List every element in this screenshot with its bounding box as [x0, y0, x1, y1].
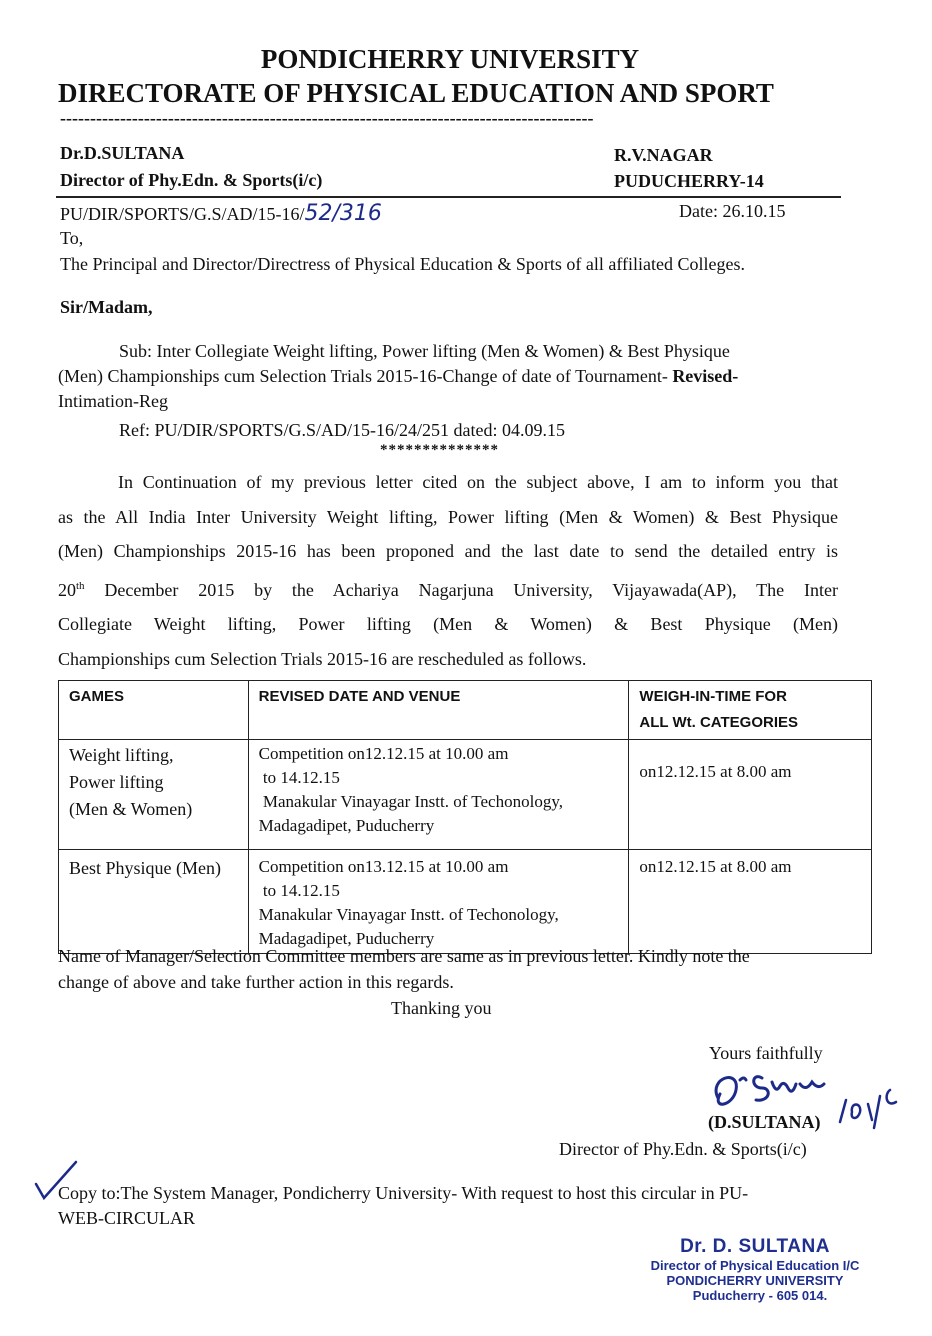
note-line-2: change of above and take further action in this regards.	[58, 972, 454, 992]
header-games: GAMES	[59, 681, 249, 740]
schedule-table	[58, 680, 872, 954]
table-header-row	[59, 681, 872, 740]
subject-line-2-text: (Men) Championships cum Selection Trials 2015-16-Change of date of Tournament-	[58, 366, 668, 386]
stamp-org: PONDICHERRY UNIVERSITY	[666, 1273, 844, 1288]
header-venue: REVISED DATE AND VENUE	[248, 681, 629, 740]
reference-line: Ref: PU/DIR/SPORTS/G.S/AD/15-16/24/251 dated: 04.09.15	[119, 420, 565, 440]
body-ordinal: th	[76, 579, 85, 592]
venue-text: Competition on13.12.15 at 10.00 am	[258, 857, 509, 876]
body-day: 20	[58, 579, 76, 600]
stamp-title: Director of Physical Education I/C	[650, 1258, 860, 1273]
game-name: Weight lifting,	[69, 745, 174, 765]
official-stamp	[620, 1236, 890, 1303]
addressee: The Principal and Director/Directress of Physical Education & Sports of all affiliated Colleges.	[60, 254, 745, 274]
venue-text: Competition on12.12.15 at 10.00 am	[258, 744, 509, 763]
address-line-2: PUDUCHERRY-14	[614, 171, 764, 191]
body-line: as the All India Inter University Weight lifting, Power lifting (Men & Women) & Best Physique	[58, 506, 838, 527]
subject-line-2	[58, 366, 738, 387]
venue-text: Manakular Vinayagar Instt. of Techonology,	[258, 905, 559, 924]
to-label: To,	[60, 228, 84, 248]
yours-faithfully: Yours faithfully	[709, 1043, 823, 1063]
stamp-name: Dr. D. SULTANA	[680, 1236, 830, 1257]
copy-to-line-1: Copy to:The System Manager, Pondicherry University- With request to host this circular in PU-	[58, 1183, 749, 1203]
header-weigh-in	[629, 681, 872, 740]
venue-text: Madagadipet, Puducherry	[258, 816, 435, 835]
body-line: In Continuation of my previous letter cited on the subject above, I am to inform you that	[118, 472, 838, 492]
reference-number	[60, 201, 382, 226]
directorate-title: DIRECTORATE OF PHYSICAL EDUCATION AND SPORT	[58, 78, 774, 108]
salutation: Sir/Madam,	[60, 297, 153, 317]
game-name: (Men & Women)	[69, 799, 193, 819]
copy-to-line-2: WEB-CIRCULAR	[58, 1208, 195, 1228]
game-cell	[59, 740, 249, 850]
subject-line-1: Sub: Inter Collegiate Weight lifting, Power lifting (Men & Women) & Best Physique	[119, 341, 730, 361]
sender-designation: Director of Phy.Edn. & Sports(i/c)	[60, 170, 323, 190]
body-line: Championships cum Selection Trials 2015-16 are rescheduled as follows.	[58, 648, 587, 669]
body-line: (Men) Championships 2015-16 has been proponed and the last date to send the detailed entry is	[58, 541, 838, 561]
letter-date: Date: 26.10.15	[679, 201, 786, 221]
venue-text: to 14.12.15	[258, 768, 340, 787]
table-row	[59, 850, 872, 954]
header-dashed-separator: -----------------------------------------------------------------------------------------	[60, 108, 594, 128]
weigh-cell: on12.12.15 at 8.00 am	[629, 850, 872, 954]
sender-name: Dr.D.SULTANA	[60, 143, 185, 163]
university-title: PONDICHERRY UNIVERSITY	[260, 44, 640, 74]
subject-revised: Revised-	[667, 366, 739, 386]
body-line-4	[58, 569, 838, 608]
body-paragraph	[58, 465, 838, 676]
venue-text: Manakular Vinayagar Instt. of Techonology,	[258, 792, 563, 811]
handwritten-reference: 52/316	[304, 201, 382, 226]
header-weigh-in-line1: WEIGH-IN-TIME FOR	[639, 688, 787, 705]
note-line-1: Name of Manager/Selection Committee members are same as in previous letter. Kindly note the	[58, 946, 750, 966]
game-name: Power lifting	[69, 772, 164, 792]
body-line: Collegiate Weight lifting, Power lifting (Men & Women) & Best Physique (Men)	[58, 614, 838, 634]
stamp-place: Puducherry - 605 014.	[692, 1288, 828, 1303]
reference-prefix: PU/DIR/SPORTS/G.S/AD/15-16/	[60, 204, 305, 224]
table-row	[59, 740, 872, 850]
weigh-cell: on12.12.15 at 8.00 am	[629, 740, 872, 850]
thanks: Thanking you	[391, 998, 492, 1018]
header-rule	[56, 196, 841, 198]
venue-cell	[248, 850, 629, 954]
venue-text: to 14.12.15	[258, 881, 340, 900]
body-line-4-text: December 2015 by the Achariya Nagarjuna University, Vijayawada(AP), The Inter	[84, 579, 838, 600]
stars-divider: **************	[380, 442, 499, 458]
game-cell: Best Physique (Men)	[59, 850, 249, 954]
header-weigh-in-line2: ALL Wt. CATEGORIES	[639, 714, 799, 731]
subject-line-3: Intimation-Reg	[58, 391, 168, 411]
address-line-1: R.V.NAGAR	[614, 145, 713, 165]
signatory-name: (D.SULTANA)	[708, 1112, 821, 1132]
venue-text: Madagadipet, Puducherry	[258, 929, 435, 948]
venue-cell	[248, 740, 629, 850]
signatory-designation: Director of Phy.Edn. & Sports(i/c)	[559, 1139, 807, 1159]
